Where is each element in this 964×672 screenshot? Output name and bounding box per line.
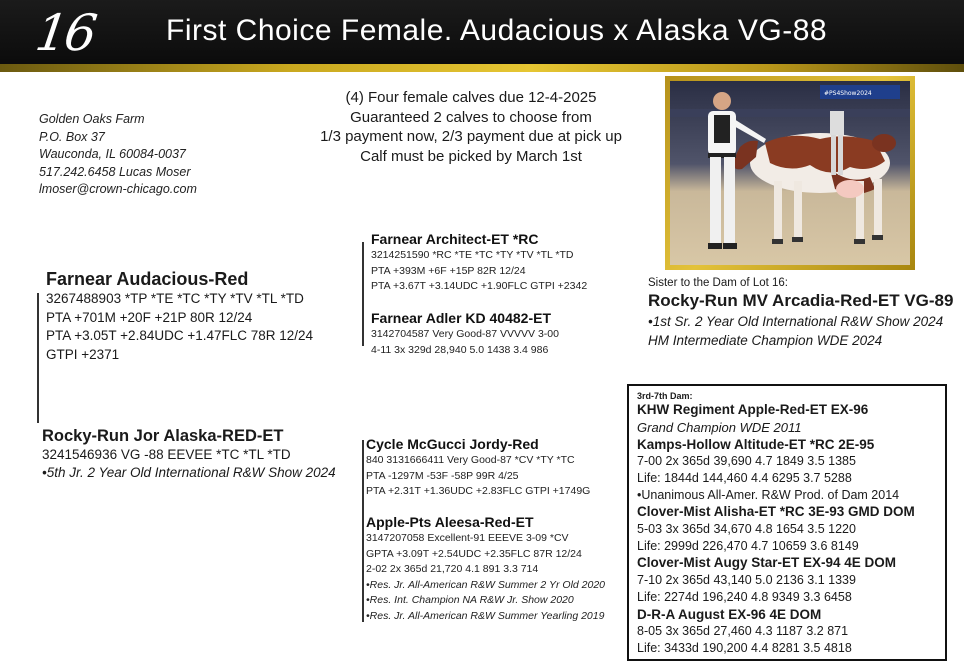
sire-pta2: PTA +3.05T +2.84UDC +1.47FLC 78R 12/24 [46, 328, 314, 343]
farm-address2: Wauconda, IL 60084-0037 [39, 147, 186, 161]
dam-sire-registration: 840 3131666411 Very Good-87 *CV *TY *TC [366, 454, 575, 466]
farm-contact [39, 111, 197, 199]
farm-address1: P.O. Box 37 [39, 129, 105, 144]
farm-email: lmoser@crown-chicago.com [39, 182, 197, 196]
sire-sire-block [371, 231, 587, 295]
seventh-dam-name: D-R-A August EX-96 4E DOM [637, 606, 822, 622]
offer-line4: Calf must be picked by March 1st [360, 147, 582, 165]
sixth-dam-name: Clover-Mist Augy Star-ET EX-94 4E DOM [637, 555, 897, 571]
sire-dam-record: 4-11 3x 329d 28,940 5.0 1438 3.4 986 [371, 343, 549, 356]
fifth-dam-lifetime: Life: 2999d 226,470 4.7 10659 3.6 8149 [637, 538, 859, 553]
dam-block [42, 426, 336, 482]
cow-photo-frame [665, 76, 915, 270]
third-dam-name: KHW Regiment Apple-Red-ET EX-96 [637, 402, 869, 417]
dams-box-label: 3rd-7th Dam: [637, 391, 693, 401]
dam-dam-name: Apple-Pts Aleesa-Red-ET [366, 514, 534, 530]
dam-dam-note3: •Res. Jr. All-American R&W Summer Yearling 2019 [366, 609, 605, 622]
pedigree-line-main [37, 293, 39, 423]
sire-sire-pta1: PTA +393M +6F +15P 82R 12/24 [371, 264, 526, 277]
sire-block [46, 268, 313, 364]
dam-dam-note2: •Res. Int. Champion NA R&W Jr. Show 2020 [366, 594, 574, 606]
header-gold-rule [0, 64, 964, 72]
pedigree-line-dam [362, 440, 364, 622]
third-dam-note: Grand Champion WDE 2011 [637, 419, 802, 435]
sixth-dam-record: 7-10 2x 365d 43,140 5.0 2136 3.1 1339 [637, 572, 856, 587]
offer-terms [284, 88, 658, 166]
farm-name: Golden Oaks Farm [39, 112, 145, 126]
fourth-dam-note: •Unanimous All-Amer. R&W Prod. of Dam 2014 [637, 487, 900, 502]
sire-sire-name: Farnear Architect-ET *RC [371, 231, 539, 247]
header-bar [0, 0, 964, 70]
dam-sire-name: Cycle McGucci Jordy-Red [366, 436, 539, 452]
dam-dam-record: 2-02 2x 365d 21,720 4.1 891 3.3 714 [366, 563, 539, 575]
sire-dam-block [371, 310, 559, 358]
farm-phone: 517.242.6458 Lucas Moser [39, 164, 191, 179]
sire-registration: 3267488903 *TP *TE *TC *TY *TV *TL *TD [46, 291, 304, 306]
sister-name: Rocky-Run MV Arcadia-Red-ET VG-89 [648, 291, 954, 310]
fifth-dam-record: 5-03 3x 365d 34,670 4.8 1654 3.5 1220 [637, 521, 856, 536]
sire-dam-registration: 3142704587 Very Good-87 VVVVV 3-00 [371, 328, 559, 340]
sire-gtpi: GTPI +2371 [46, 346, 120, 362]
sire-dam-name: Farnear Adler KD 40482-ET [371, 310, 551, 326]
offer-line3: 1/3 payment now, 2/3 payment due at pick up [320, 128, 622, 145]
dam-sire-pta2: PTA +2.31T +1.36UDC +2.83FLC GTPI +1749G [366, 485, 591, 497]
sister-caption: Sister to the Dam of Lot 16: [648, 277, 788, 289]
offer-line1: (4) Four female calves due 12-4-2025 [345, 89, 597, 106]
dam-note: •5th Jr. 2 Year Old International R&W Show 2024 [42, 465, 336, 480]
fourth-dam-name: Kamps-Hollow Altitude-ET *RC 2E-95 [637, 436, 875, 452]
sixth-dam-lifetime: Life: 2274d 196,240 4.8 9349 3.3 6458 [637, 589, 852, 604]
offer-line2: Guaranteed 2 calves to choose from [350, 108, 592, 126]
lot-number: 16 [31, 4, 98, 62]
photo-backdrop-text: #PS4Show2024 [824, 90, 872, 97]
dam-sire-pta1: PTA -1297M -53F -58P 99R 4/25 [366, 469, 519, 482]
sister-note1: •1st Sr. 2 Year Old International R&W Show 2024 [648, 314, 944, 329]
dam-name: Rocky-Run Jor Alaska-RED-ET [42, 427, 284, 445]
cow-photo [670, 81, 910, 265]
sire-sire-registration: 3214251590 *RC *TE *TC *TY *TV *TL *TD [371, 249, 574, 261]
dam-dam-block [366, 514, 605, 624]
fourth-dam-record: 7-00 2x 365d 39,690 4.7 1849 3.5 1385 [637, 454, 856, 468]
dam-registration: 3241546936 VG -88 EEVEE *TC *TL *TD [42, 447, 291, 462]
sire-pta1: PTA +701M +20F +21P 80R 12/24 [46, 309, 253, 325]
dam-dam-gpta: GPTA +3.09T +2.54UDC +2.35FLC 87R 12/24 [366, 547, 582, 560]
dam-dam-registration: 3147207058 Excellent-91 EEEVE 3-09 *CV [366, 532, 569, 544]
dam-sire-block [366, 436, 590, 500]
seventh-dam-lifetime: Life: 3433d 190,200 4.4 8281 3.5 4818 [637, 640, 852, 655]
sire-sire-pta2: PTA +3.67T +3.14UDC +1.90FLC GTPI +2342 [371, 280, 588, 292]
sister-notes [648, 312, 943, 350]
dams-box [627, 384, 947, 661]
fourth-dam-lifetime: Life: 1844d 144,460 4.4 6295 3.7 5288 [637, 470, 852, 485]
page-title: First Choice Female. Audacious x Alaska VG-88 [166, 14, 828, 47]
seventh-dam-record: 8-05 3x 365d 27,460 4.3 1187 3.2 871 [637, 624, 849, 639]
pedigree-line-sire [362, 242, 364, 346]
dam-dam-note1: •Res. Jr. All-American R&W Summer 2 Yr Old 2020 [366, 578, 606, 591]
sire-name: Farnear Audacious-Red [46, 269, 249, 289]
sister-note2: HM Intermediate Champion WDE 2024 [648, 333, 883, 348]
fifth-dam-name: Clover-Mist Alisha-ET *RC 3E-93 GMD DOM [637, 504, 915, 520]
